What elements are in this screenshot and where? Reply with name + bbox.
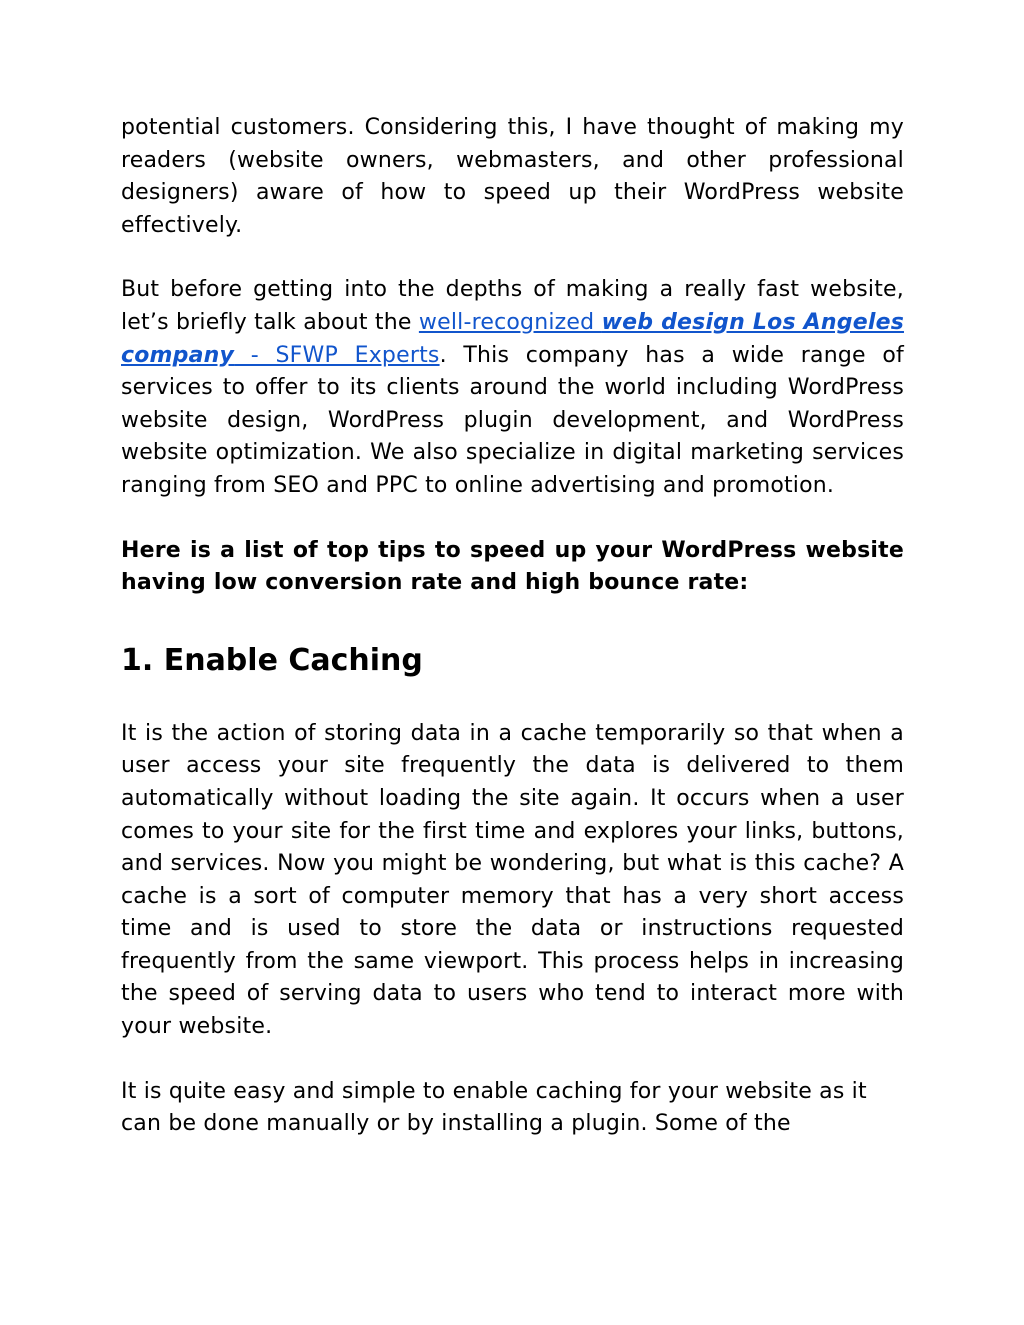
company-link-text-1: well-recognized xyxy=(418,309,602,335)
paragraph-caching-how: It is quite easy and simple to enable caching for your website as it can be done manually or by installing a plugin. Some of the xyxy=(121,1078,867,1137)
paragraph-company-text-after: . This company has a wide range of services to offer to its clients around the world including WordPress website design, WordPress plugin development, and WordPress website optimization. We also specialize in digital marketing services ranging from SEO and PPC to online advertising and promotion. xyxy=(121,342,905,498)
document-page xyxy=(121,112,904,1141)
company-link-bold-text: web design Los Angeles company xyxy=(121,309,904,368)
company-link-text-2: - SFWP Experts xyxy=(234,342,440,368)
paragraph-intro: potential customers. Considering this, I have thought of making my readers (website owners, webmasters, and other professional designers) aware of how to speed up their WordPress website effectively. xyxy=(121,115,904,238)
paragraph-caching-explanation: It is the action of storing data in a cache temporarily so that when a user access your site frequently the data is delivered to them automatically without loading the site again. It occurs when a user comes to your site for the first time and explores your links, buttons, and services. Now you might be wondering, but what is this cache? A cache is a sort of computer memory that has a very short access time and is used to store the data or instructions requested frequently from the same viewport. This process helps in increasing the speed of serving data to users who tend to interact more with your website. xyxy=(121,720,904,1040)
section-heading-caching: 1. Enable Caching xyxy=(121,642,423,678)
paragraph-company xyxy=(121,274,904,502)
tips-intro-bold: Here is a list of top tips to speed up your WordPress website having low conversion rate and high bounce rate: xyxy=(121,537,904,596)
paragraph-company-text-before: But before getting into the depths of making a really fast website, let’s briefly talk about the xyxy=(121,277,904,335)
